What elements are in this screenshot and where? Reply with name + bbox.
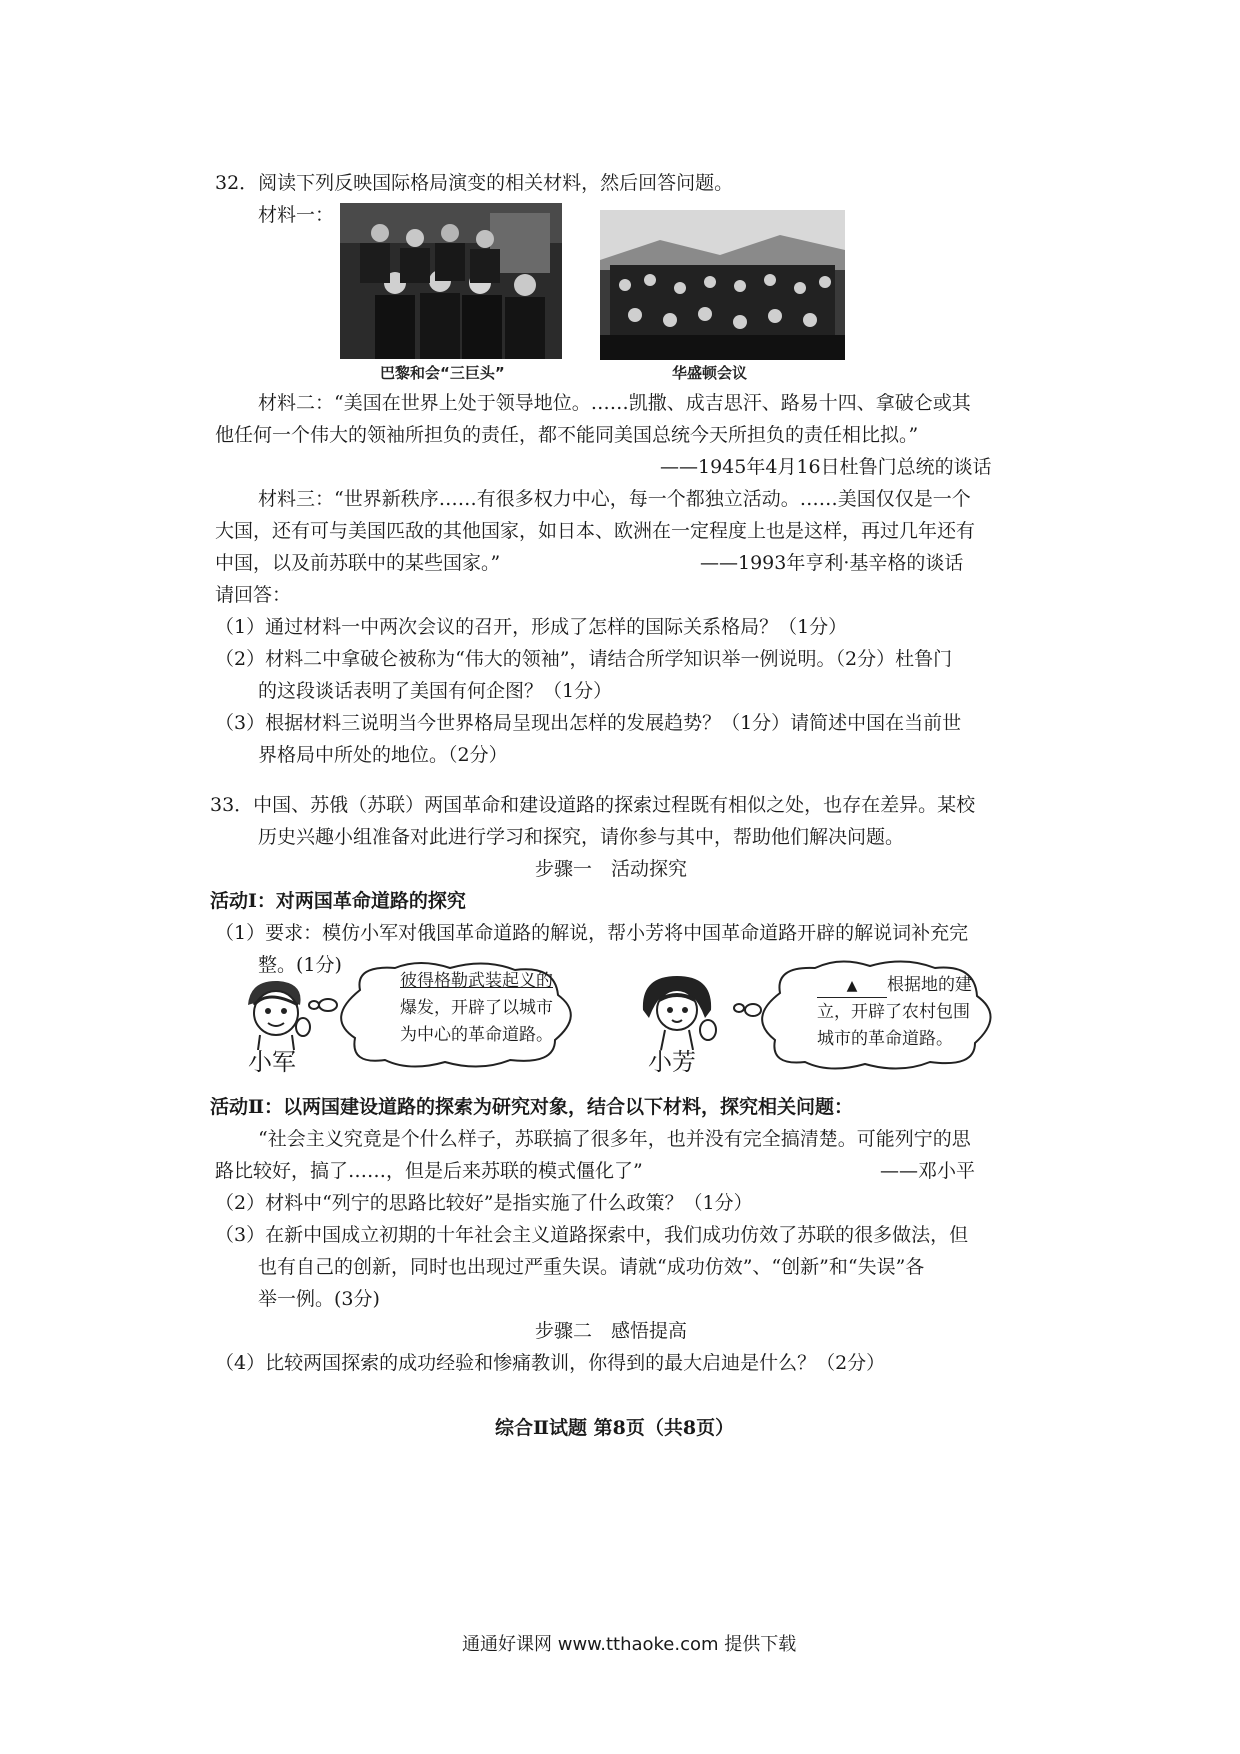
q33-sub-3-line-1: （3）在新中国成立初期的十年社会主义道路探索中，我们成功仿效了苏联的很多做法，但 [215,1224,969,1246]
xiaojun-speech-bubble [300,960,590,1070]
answer-prompt: 请回答： [215,584,292,606]
q32-sub-3-line-2: 界格局中所处的地位。（2分） [258,744,508,766]
quote-line-1: “社会主义究竟是个什么样子，苏联搞了很多年，也并没有完全搞清楚。可能列宁的思 [258,1128,971,1150]
paris-conference-photo [340,203,562,359]
material-2-line-2: 他任何一个伟大的领袖所担负的责任，都不能同美国总统今天所担负的责任相比拟。” [215,424,919,446]
activity-1-req-line-1: （1）要求：模仿小军对俄国革命道路的解说，帮小芳将中国革命道路开辟的解说词补充完 [215,922,969,944]
material-2-source: ——1945年4月16日杜鲁门总统的谈话 [660,456,992,478]
activity-1-req-line-2: 整。(1分) [258,954,342,976]
photo-2-caption: 华盛顿会议 [672,364,748,382]
xiaofang-speech-bubble [725,958,1010,1073]
xiaofang-bubble-line-3: 城市的革命道路。 [817,1029,953,1049]
answer-blank[interactable]: ▲ [817,975,887,998]
quote-line-2: 路比较好，搞了……，但是后来苏联的模式僵化了” [215,1160,643,1182]
q33-sub-3-line-2: 也有自己的创新，同时也出现过严重失误。请就“成功仿效”、“创新”和“失误”各 [258,1256,925,1278]
xiaojun-bubble-line-3: 为中心的革命道路。 [400,1025,553,1045]
activity-1-heading: 活动Ⅰ：对两国革命道路的探究 [210,890,466,912]
xiaojun-name: 小军 [248,1048,296,1076]
q32-sub-2-line-1: （2）材料二中拿破仑被称为“伟大的领袖”，请结合所学知识举一例说明。（2分）杜鲁门 [215,648,953,670]
q33-intro-line-2: 历史兴趣小组准备对此进行学习和探究，请你参与其中，帮助他们解决问题。 [258,826,905,848]
page-footer: 综合Ⅱ试题 第8页（共8页） [495,1417,735,1439]
material-1-label: 材料一： [258,204,335,226]
photo-1-caption: 巴黎和会“三巨头” [380,364,505,382]
xiaojun-bubble-line-2: 爆发，开辟了以城市 [400,998,553,1018]
material-3-line-1: 材料三：“世界新秩序……有很多权力中心，每一个都独立活动。……美国仅仅是一个 [258,488,971,510]
washington-conference-photo [600,210,845,360]
q32-sub-1: （1）通过材料一中两次会议的召开，形成了怎样的国际关系格局？（1分） [215,616,848,638]
q33-sub-3-line-3: 举一例。(3分) [258,1288,380,1310]
activity-2-heading: 活动Ⅱ：以两国建设道路的探索为研究对象，结合以下材料，探究相关问题： [210,1096,854,1118]
step-1-heading: 步骤一 活动探究 [535,858,688,880]
xiaofang-figure [635,970,720,1050]
site-credit: 通通好课网 www.tthaoke.com 提供下载 [462,1634,797,1655]
material-3-line-3: 中国，以及前苏联中的某些国家。” [215,552,501,574]
quote-source: ——邓小平 [880,1160,976,1182]
material-3-source: ——1993年亨利·基辛格的谈话 [700,552,964,574]
xiaojun-bubble-line-1: 彼得格勒武装起义的 [400,971,553,991]
q32-sub-2-line-2: 的这段谈话表明了美国有何企图？（1分） [258,680,613,702]
q33-intro-line-1: 33．中国、苏俄（苏联）两国革命和建设道路的探索过程既有相似之处，也存在差异。某校 [210,794,976,816]
q32-sub-3-line-1: （3）根据材料三说明当今世界格局呈现出怎样的发展趋势？（1分）请简述中国在当前世 [215,712,962,734]
xiaofang-name: 小芳 [648,1048,696,1076]
xiaofang-bubble-line-1: 根据地的建 [887,975,972,995]
q33-sub-4: （4）比较两国探索的成功经验和惨痛教训，你得到的最大启迪是什么？（2分） [215,1352,886,1374]
q32-intro: 32．阅读下列反映国际格局演变的相关材料，然后回答问题。 [215,172,734,194]
material-2-line-1: 材料二：“美国在世界上处于领导地位。……凯撒、成吉思汗、路易十四、拿破仑或其 [258,392,971,414]
step-2-heading: 步骤二 感悟提高 [535,1320,688,1342]
xiaofang-bubble-line-2: 立，开辟了农村包围 [817,1002,970,1022]
material-3-line-2: 大国，还有可与美国匹敌的其他国家，如日本、欧洲在一定程度上也是这样，再过几年还有 [215,520,976,542]
q33-sub-2: （2）材料中“列宁的思路比较好”是指实施了什么政策？（1分） [215,1192,753,1214]
